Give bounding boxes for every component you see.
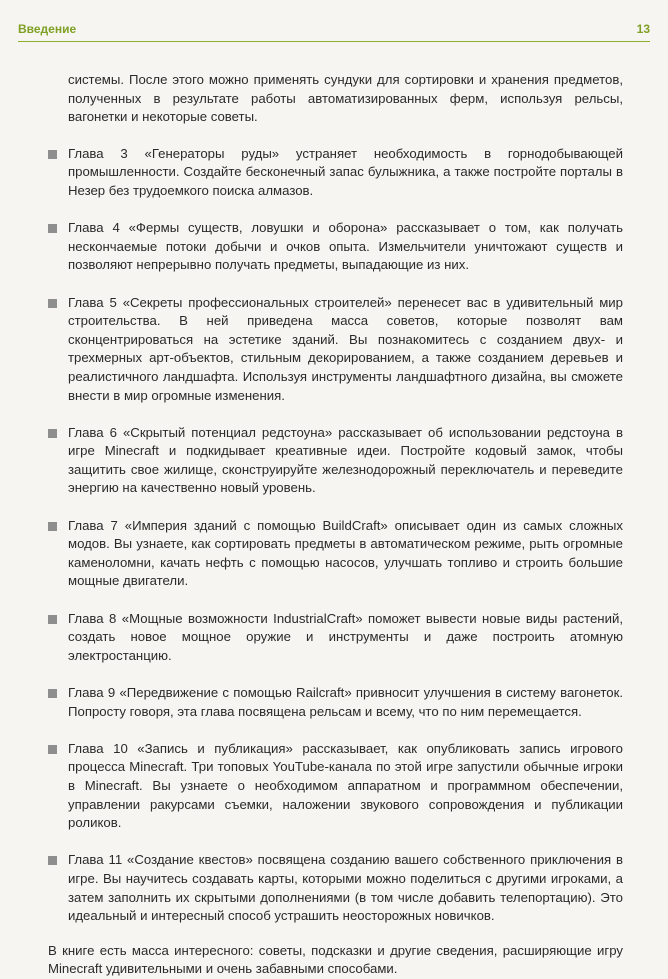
chapter-description: Глава 7 «Империя зданий с помощью BuildCraft» описывает один из самых сложных модов. Вы узнаете, как сортировать предметы в автоматическом режиме, рыть огромные каменоломни, качать нефть с помощью насосов, улучшать топливо и строить большие мощные двигатели.	[68, 517, 623, 589]
square-bullet-icon	[48, 689, 57, 698]
continued-paragraph: системы. После этого можно применять сундуки для сортировки и хранения предметов, полученных в результате работы автоматизированных ферм, используя рельсы, вагонетки и некоторые советы.	[68, 72, 623, 125]
chapter-description: Глава 6 «Скрытый потенциал редстоуна» рассказывает об использовании редстоуна в игре Minecraft и подкидывает креативные идеи. Постройте кодовый замок, чтобы защитить свое жилище, сконструируйте железнодорожный переключатель и переведите энергию на качественно новый уровень.	[68, 424, 623, 496]
chapter-item	[48, 610, 623, 666]
page-body	[48, 71, 623, 979]
chapter-item	[48, 294, 623, 406]
square-bullet-icon	[48, 299, 57, 308]
chapter-item	[48, 145, 623, 201]
continued-list-item	[48, 71, 623, 127]
chapter-description: Глава 8 «Мощные возможности IndustrialCraft» поможет вывести новые виды растений, создать новое мощное оружие и инструменты и даже построить атомную электростанцию.	[68, 610, 623, 663]
chapter-item	[48, 219, 623, 275]
chapter-item	[48, 740, 623, 833]
chapter-description: Глава 11 «Создание квестов» посвящена созданию вашего собственного приключения в игре. Вы научитесь создавать карты, которыми можно поделиться с другими игроками, а затем заполнить их скрытыми дополнениями (в том числе добавить телепортацию). Это идеальный и интересный способ устрашить неосторожных новичков.	[68, 852, 623, 924]
square-bullet-icon	[48, 224, 57, 233]
closing-paragraph: В книге есть масса интересного: советы, подсказки и другие сведения, расширяющие игру Minecraft удивительными и очень забавными способами.	[48, 942, 623, 977]
square-bullet-icon	[48, 856, 57, 865]
square-bullet-icon	[48, 745, 57, 754]
chapter-description: Глава 10 «Запись и публикация» рассказывает, как опубликовать запись игрового процесса Minecraft. Три топовых YouTube-канала по этой игре запустили обычные игроки в Minecraft. Вы узнаете о необходимом аппаратном и программном обеспечении, управлении ракурсами съемки, наложении звукового сопровождения и публикации роликов.	[68, 740, 623, 831]
square-bullet-icon	[48, 522, 57, 531]
chapter-item	[48, 851, 623, 925]
chapter-item	[48, 684, 623, 721]
page-number: 13	[636, 22, 650, 36]
square-bullet-icon	[48, 150, 57, 159]
square-bullet-icon	[48, 429, 57, 438]
running-header	[18, 22, 650, 40]
section-title: Введение	[18, 22, 77, 36]
chapter-description: Глава 5 «Секреты профессиональных строителей» перенесет вас в удивительный мир строительства. В ней приведена масса советов, которые позволят вам сконцентрироваться на эстетике зданий. Вы познакомитесь с созданием двух- и трехмерных арт-объектов, стильным декорированием, а также созданием деревьев и реалистичного ландшафта. Используя инструменты ландшафтного дизайна, вы сможете внести в мир огромные изменения.	[68, 294, 623, 403]
chapter-description: Глава 4 «Фермы существ, ловушки и оборона» рассказывает о том, как получать нескончаемые потоки добычи и очков опыта. Измельчители уничтожают существ и позволяют непрерывно получать предметы, выпадающие из них.	[68, 220, 623, 273]
square-bullet-icon	[48, 615, 57, 624]
chapter-item	[48, 424, 623, 498]
chapter-description: Глава 3 «Генераторы руды» устраняет необходимость в горнодобывающей промышленности. Создайте бесконечный запас булыжника, а также постройте порталы в Незер без трудоемкого поиска алмазов.	[68, 145, 623, 198]
chapter-description: Глава 9 «Передвижение с помощью Railcraft» привносит улучшения в систему вагонеток. Попросту говоря, эта глава посвящена рельсам и всему, что по ним перемещается.	[68, 685, 623, 719]
chapter-item	[48, 517, 623, 591]
header-divider	[18, 41, 650, 42]
